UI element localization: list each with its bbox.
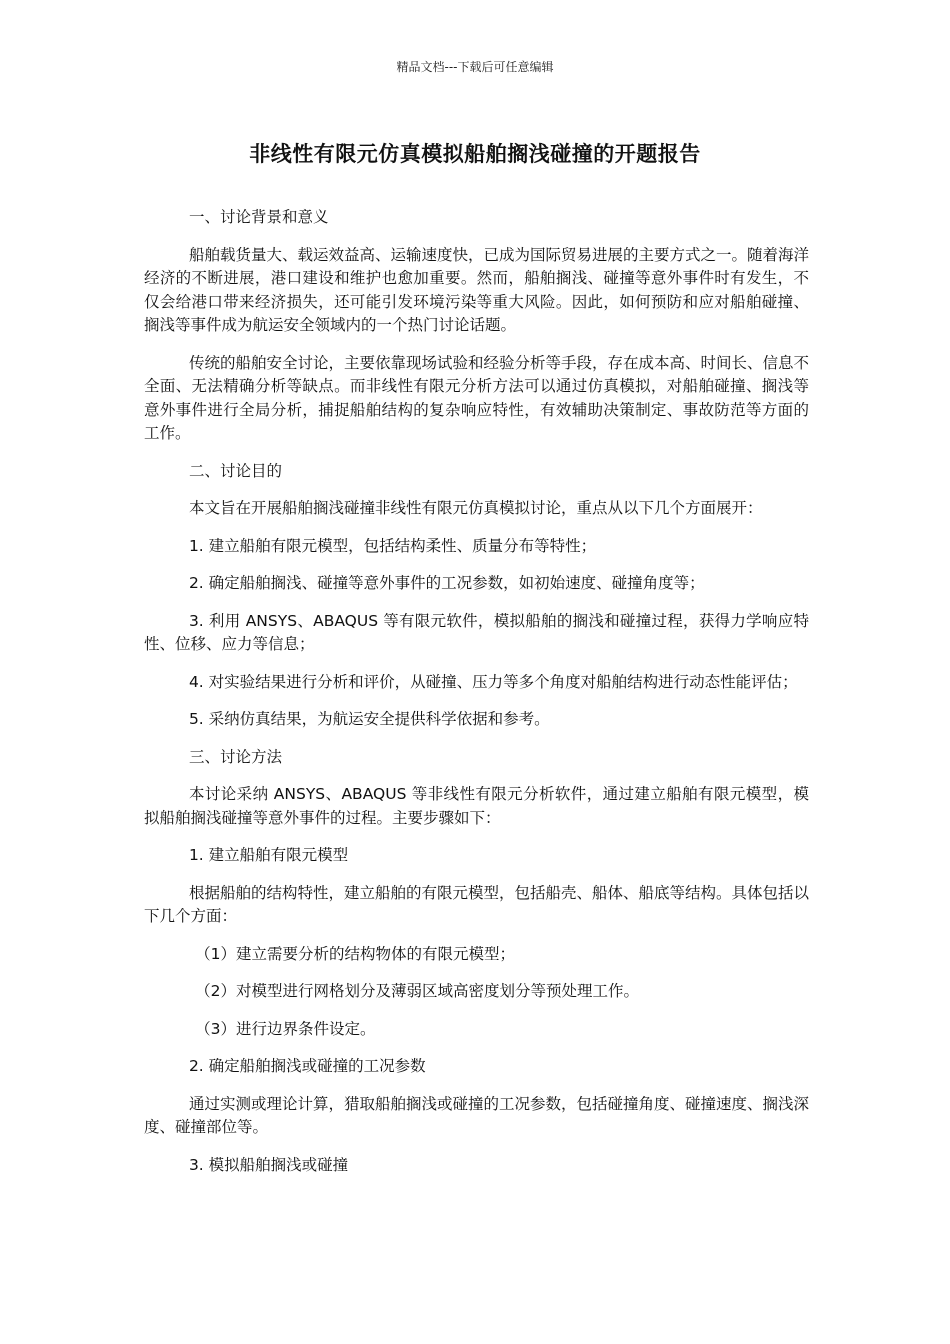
numbered-item: 1. 建立船舶有限元模型，包括结构柔性、质量分布等特性； [188,536,597,555]
numbered-step: 1. 建立船舶有限元模型 [188,846,349,864]
paragraph: 传统的船舶安全讨论，主要依靠现场试验和经验分析等手段，存在成本高、时间长、信息不全面、无法精确分析等缺点。而非线性有限元分析方法可以通过仿真模拟，对船舶碰撞、搁浅等意外事件进行全局分析，捕捉船舶结构的复杂响应特性，有效辅助决策制定、事故防范等方面的工作。 [144,353,809,442]
numbered-step: 3. 模拟船舶搁浅或碰撞 [188,1155,349,1174]
sub-item: （1）建立需要分析的结构物体的有限元模型； [195,944,516,963]
numbered-item: 5. 采纳仿真结果，为航运安全提供科学依据和参考。 [188,710,550,728]
section-heading-background: 一、讨论背景和意义 [188,208,329,226]
section-heading-purpose: 二、讨论目的 [188,461,282,480]
header-note: 精品文档---下载后可任意编辑 [396,60,554,74]
paragraph: 本讨论采纳 ANSYS、ABAQUS 等非线性有限元分析软件，通过建立船舶有限元模型，模拟船舶搁浅碰撞等意外事件的过程。主要步骤如下： [144,785,809,827]
paragraph: 本文旨在开展船舶搁浅碰撞非线性有限元仿真模拟讨论，重点从以下几个方面展开： [188,499,763,517]
paragraph: 通过实测或理论计算，猎取船舶搁浅或碰撞的工况参数，包括碰撞角度、碰撞速度、搁浅深度、碰撞部位等。 [144,1094,809,1136]
paragraph: 船舶载货量大、载运效益高、运输速度快，已成为国际贸易进展的主要方式之一。随着海洋经济的不断进展，港口建设和维护也愈加重要。然而，船舶搁浅、碰撞等意外事件时有发生，不仅会给港口带来经济损失，还可能引发环境污染等重大风险。因此，如何预防和应对船舶碰撞、搁浅等事件成为航运安全领域内的一个热门讨论话题。 [144,245,809,334]
sub-item: （2）对模型进行网格划分及薄弱区域高密度划分等预处理工作。 [195,982,640,1000]
document-title: 非线性有限元仿真模拟船舶搁浅碰撞的开题报告 [249,142,701,166]
numbered-step: 2. 确定船舶搁浅或碰撞的工况参数 [188,1057,426,1075]
sub-item: （3）进行边界条件设定。 [195,1019,376,1038]
numbered-item: 4. 对实验结果进行分析和评价，从碰撞、压力等多个角度对船舶结构进行动态性能评估； [188,672,798,691]
numbered-item: 3. 利用 ANSYS、ABAQUS 等有限元软件，模拟船舶的搁浅和碰撞过程，获得力学响应特性、位移、应力等信息； [144,611,809,653]
section-heading-method: 三、讨论方法 [188,747,282,766]
paragraph: 根据船舶的结构特性，建立船舶的有限元模型，包括船壳、船体、船底等结构。具体包括以下几个方面： [144,883,809,925]
document-body [144,206,809,1191]
numbered-item: 2. 确定船舶搁浅、碰撞等意外事件的工况参数，如初始速度、碰撞角度等； [188,574,705,592]
